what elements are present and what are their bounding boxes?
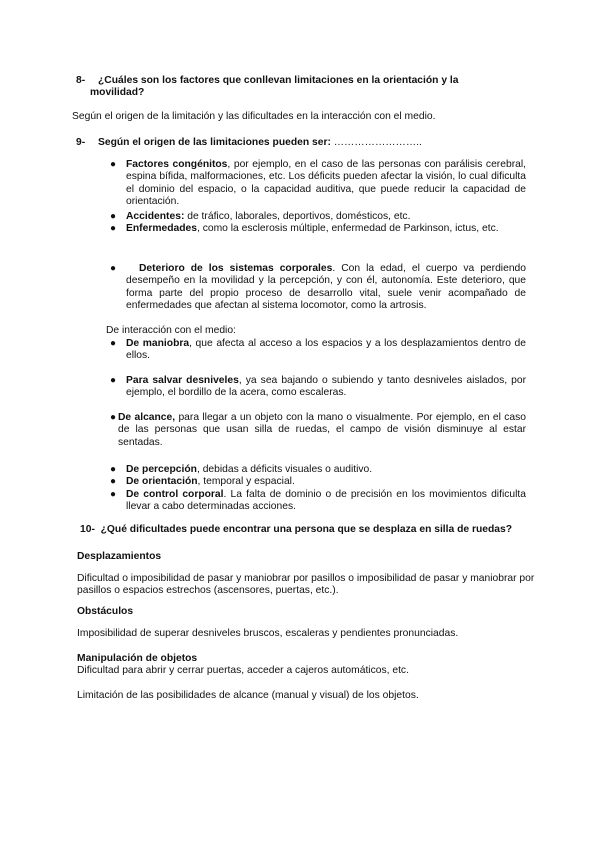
question-8-answer: Según el origen de la limitación y las dificultades en la interacción con el medio.: [72, 111, 436, 122]
interaction-item-term: De percepción: [126, 464, 197, 475]
interaction-item-term: De alcance,: [118, 412, 176, 423]
question-10-number: 10-: [80, 524, 95, 535]
interaction-item-levels: [126, 375, 526, 400]
origin-item-diseases: [126, 223, 526, 235]
bullet: ●: [110, 375, 117, 386]
interaction-item-text: , ya sea bajando o subiendo y tanto desniveles aislados, por ejemplo, el bordillo de la acera, como escaleras.: [126, 375, 526, 399]
interaction-item-term: De maniobra: [126, 338, 190, 349]
interaction-item-orientation: [126, 476, 526, 488]
question-10-title: ¿Qué dificultades puede encontrar una persona que se desplaza en silla de ruedas?: [100, 524, 513, 535]
bullet: ●: [110, 223, 117, 234]
section-text-object-handling: Dificultad para abrir y cerrar puertas, acceder a cajeros automáticos, etc.: [77, 665, 409, 676]
question-9-title: [98, 137, 538, 149]
interaction-item-text: , debidas a déficits visuales o auditivo.: [196, 464, 373, 475]
question-9-title-text: Según el origen de las limitaciones pueden ser:: [98, 137, 334, 148]
interaction-heading: De interacción con el medio:: [106, 325, 236, 336]
origin-item-congenital: [126, 159, 526, 209]
interaction-item-text: , que afecta al acceso a los espacios y a los desplazamientos dentro de ellos.: [126, 338, 526, 362]
question-10: [76, 524, 527, 536]
bullet: ●: [110, 476, 117, 487]
origin-item-text: , como la esclerosis múltiple, enfermedad de Parkinson, ictus, etc.: [196, 223, 499, 234]
bullet: ●: [110, 211, 117, 222]
bullet: ●: [110, 338, 117, 349]
section-text-obstacles: Imposibilidad de superar desniveles bruscos, escaleras y pendientes pronunciadas.: [77, 628, 459, 639]
origin-item-text: de tráfico, laborales, deportivos, domésticos, etc.: [184, 211, 411, 222]
bullet: ●: [110, 412, 117, 423]
origin-item-term: Enfermedades: [126, 223, 197, 234]
origin-item-accidents: [126, 211, 526, 223]
interaction-item-text: para llegar a un objeto con la mano o visualmente. Por ejemplo, en el caso de las personas que usan silla de ruedas, el campo de visión disminuye al estar sentadas.: [118, 412, 527, 448]
bullet: ●: [110, 464, 117, 475]
section-heading-displacements: Desplazamientos: [77, 551, 162, 562]
bullet: ●: [110, 263, 117, 274]
origin-item-term: Deterioro de los sistemas corporales: [139, 263, 333, 274]
section-heading-object-handling: Manipulación de objetos: [77, 653, 198, 664]
section-heading-obstacles: Obstáculos: [77, 606, 134, 617]
interaction-item-term: De control corporal: [126, 489, 224, 500]
origin-item-term: Accidentes:: [126, 211, 185, 222]
interaction-item-term: Para salvar desniveles: [126, 375, 239, 386]
interaction-item-reach: [118, 412, 526, 449]
question-8-title: ¿Cuáles son los factores que conllevan limitaciones en la orientación y la movilidad?: [90, 75, 459, 99]
interaction-item-text: . La falta de dominio o de precisión en los movimientos dificulta llevar a cabo determinadas acciones.: [126, 489, 526, 513]
question-8-number: 8-: [76, 75, 86, 86]
interaction-item-body-control: [126, 489, 526, 514]
section-text-displacements: Dificultad o imposibilidad de pasar y maniobrar por pasillos o imposibilidad de pasar y maniobrar por pasillos o espacios estrechos (ascensores, puertas, etc.).: [77, 573, 535, 597]
interaction-item-term: De orientación: [126, 476, 198, 487]
origin-item-term: Factores congénitos: [126, 159, 228, 170]
origin-item-text: , por ejemplo, en el caso de las personas con parálisis cerebral, espina bífida, malformaciones, etc. Los déficits pueden afectar la visión, lo cual dificulta el dominio del espacio, o la capacidad auditiva, que puede reducir la capacidad de orientación.: [126, 159, 526, 208]
origin-item-deterioration: [126, 263, 526, 313]
question-9-dots: ……………………..: [333, 137, 422, 148]
interaction-item-text: , temporal y espacial.: [197, 476, 295, 487]
interaction-item-perception: [126, 464, 526, 476]
question-9-number: 9-: [76, 137, 86, 148]
bullet: ●: [110, 489, 117, 500]
origin-item-text: . Con la edad, el cuerpo va perdiendo desempeño en la movilidad y la percepción, y con él, autonomía. Este deterioro, que forma parte del propio proceso de desarrollo vital, suele venir acompañado de enfermedades que afectan al sistema locomotor, como la artrosis.: [126, 263, 526, 312]
closing-text: Limitación de las posibilidades de alcance (manual y visual) de los objetos.: [77, 690, 419, 701]
bullet: ●: [110, 159, 117, 170]
interaction-item-maneuver: [126, 338, 526, 363]
